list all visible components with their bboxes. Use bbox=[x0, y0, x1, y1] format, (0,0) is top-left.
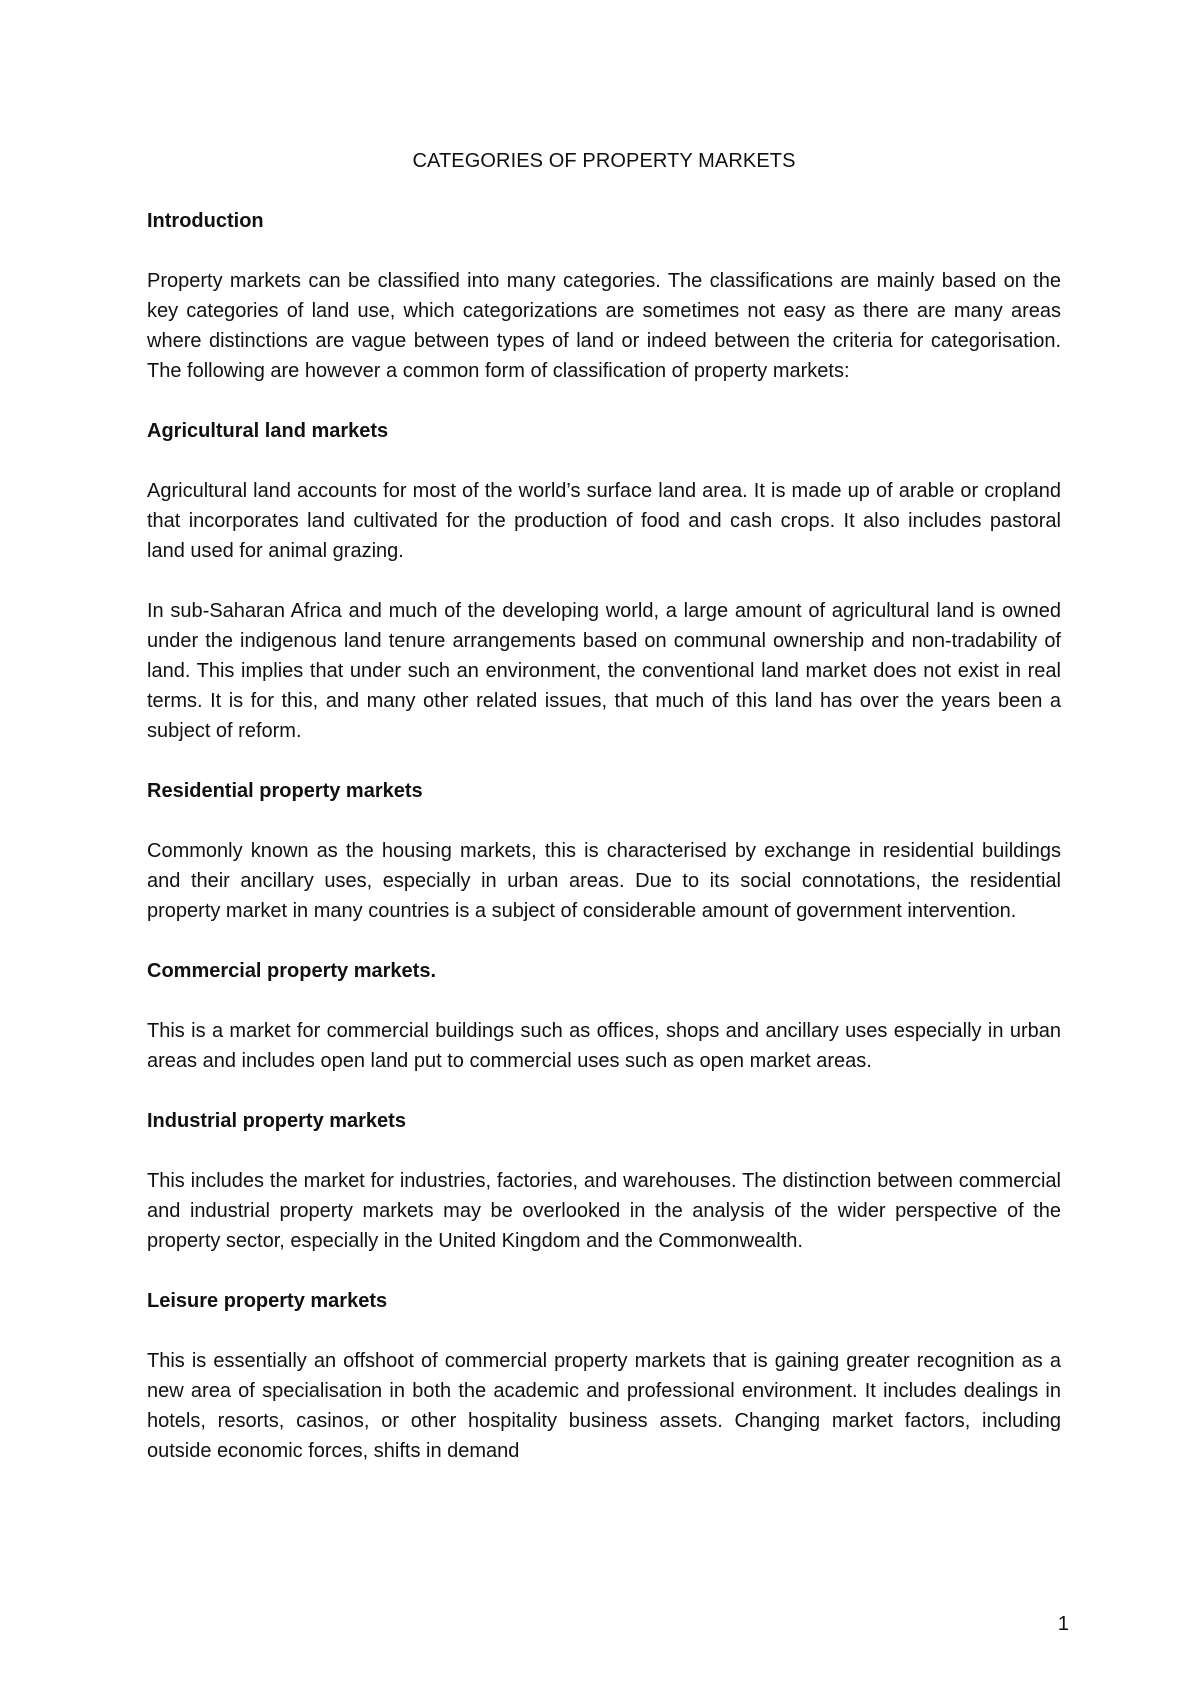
paragraph-industrial: This includes the market for industries, factories, and warehouses. The distinction between commercial and industrial property markets may be overlooked in the analysis of the wider perspective of the property sector, especially in the United Kingdom and the Commonwealth. bbox=[147, 1170, 1061, 1252]
section-heading-industrial: Industrial property markets bbox=[147, 1110, 406, 1132]
section-heading-leisure: Leisure property markets bbox=[147, 1290, 388, 1312]
paragraph-introduction: Property markets can be classified into many categories. The classifications are mainly based on the key categories of land use, which categorizations are sometimes not easy as there are many areas where distinctions are vague between types of land or indeed between the criteria for categorisation. The following are however a common form of classification of property markets: bbox=[147, 270, 1061, 382]
page-number: 1 bbox=[1057, 1613, 1069, 1635]
section-heading-residential: Residential property markets bbox=[147, 780, 423, 802]
paragraph-agricultural-2: In sub-Saharan Africa and much of the developing world, a large amount of agricultural land is owned under the indigenous land tenure arrangements based on communal ownership and non-tradability of land. This implies that under such an environment, the conventional land market does not exist in real terms. It is for this, and many other related issues, that much of this land has over the years been a subject of reform. bbox=[147, 600, 1061, 742]
paragraph-residential: Commonly known as the housing markets, this is characterised by exchange in residential buildings and their ancillary uses, especially in urban areas. Due to its social connotations, the residential property market in many countries is a subject of considerable amount of government intervention. bbox=[147, 840, 1061, 922]
section-heading-commercial: Commercial property markets. bbox=[147, 960, 437, 982]
section-heading-introduction: Introduction bbox=[147, 210, 264, 232]
paragraph-commercial: This is a market for commercial buildings such as offices, shops and ancillary uses especially in urban areas and includes open land put to commercial uses such as open market areas. bbox=[147, 1020, 1061, 1072]
document-body bbox=[147, 146, 1061, 1496]
paragraph-agricultural-1: Agricultural land accounts for most of the world’s surface land area. It is made up of arable or cropland that incorporates land cultivated for the production of food and cash crops. It also includes pastoral land used for animal grazing. bbox=[147, 480, 1061, 562]
section-heading-agricultural: Agricultural land markets bbox=[147, 420, 389, 442]
paragraph-leisure: This is essentially an offshoot of commercial property markets that is gaining greater recognition as a new area of specialisation in both the academic and professional environment. It includes dealings in hotels, resorts, casinos, or other hospitality business assets. Changing market factors, including outside economic forces, shifts in demand bbox=[147, 1350, 1061, 1462]
document-title: CATEGORIES OF PROPERTY MARKETS bbox=[412, 150, 796, 172]
